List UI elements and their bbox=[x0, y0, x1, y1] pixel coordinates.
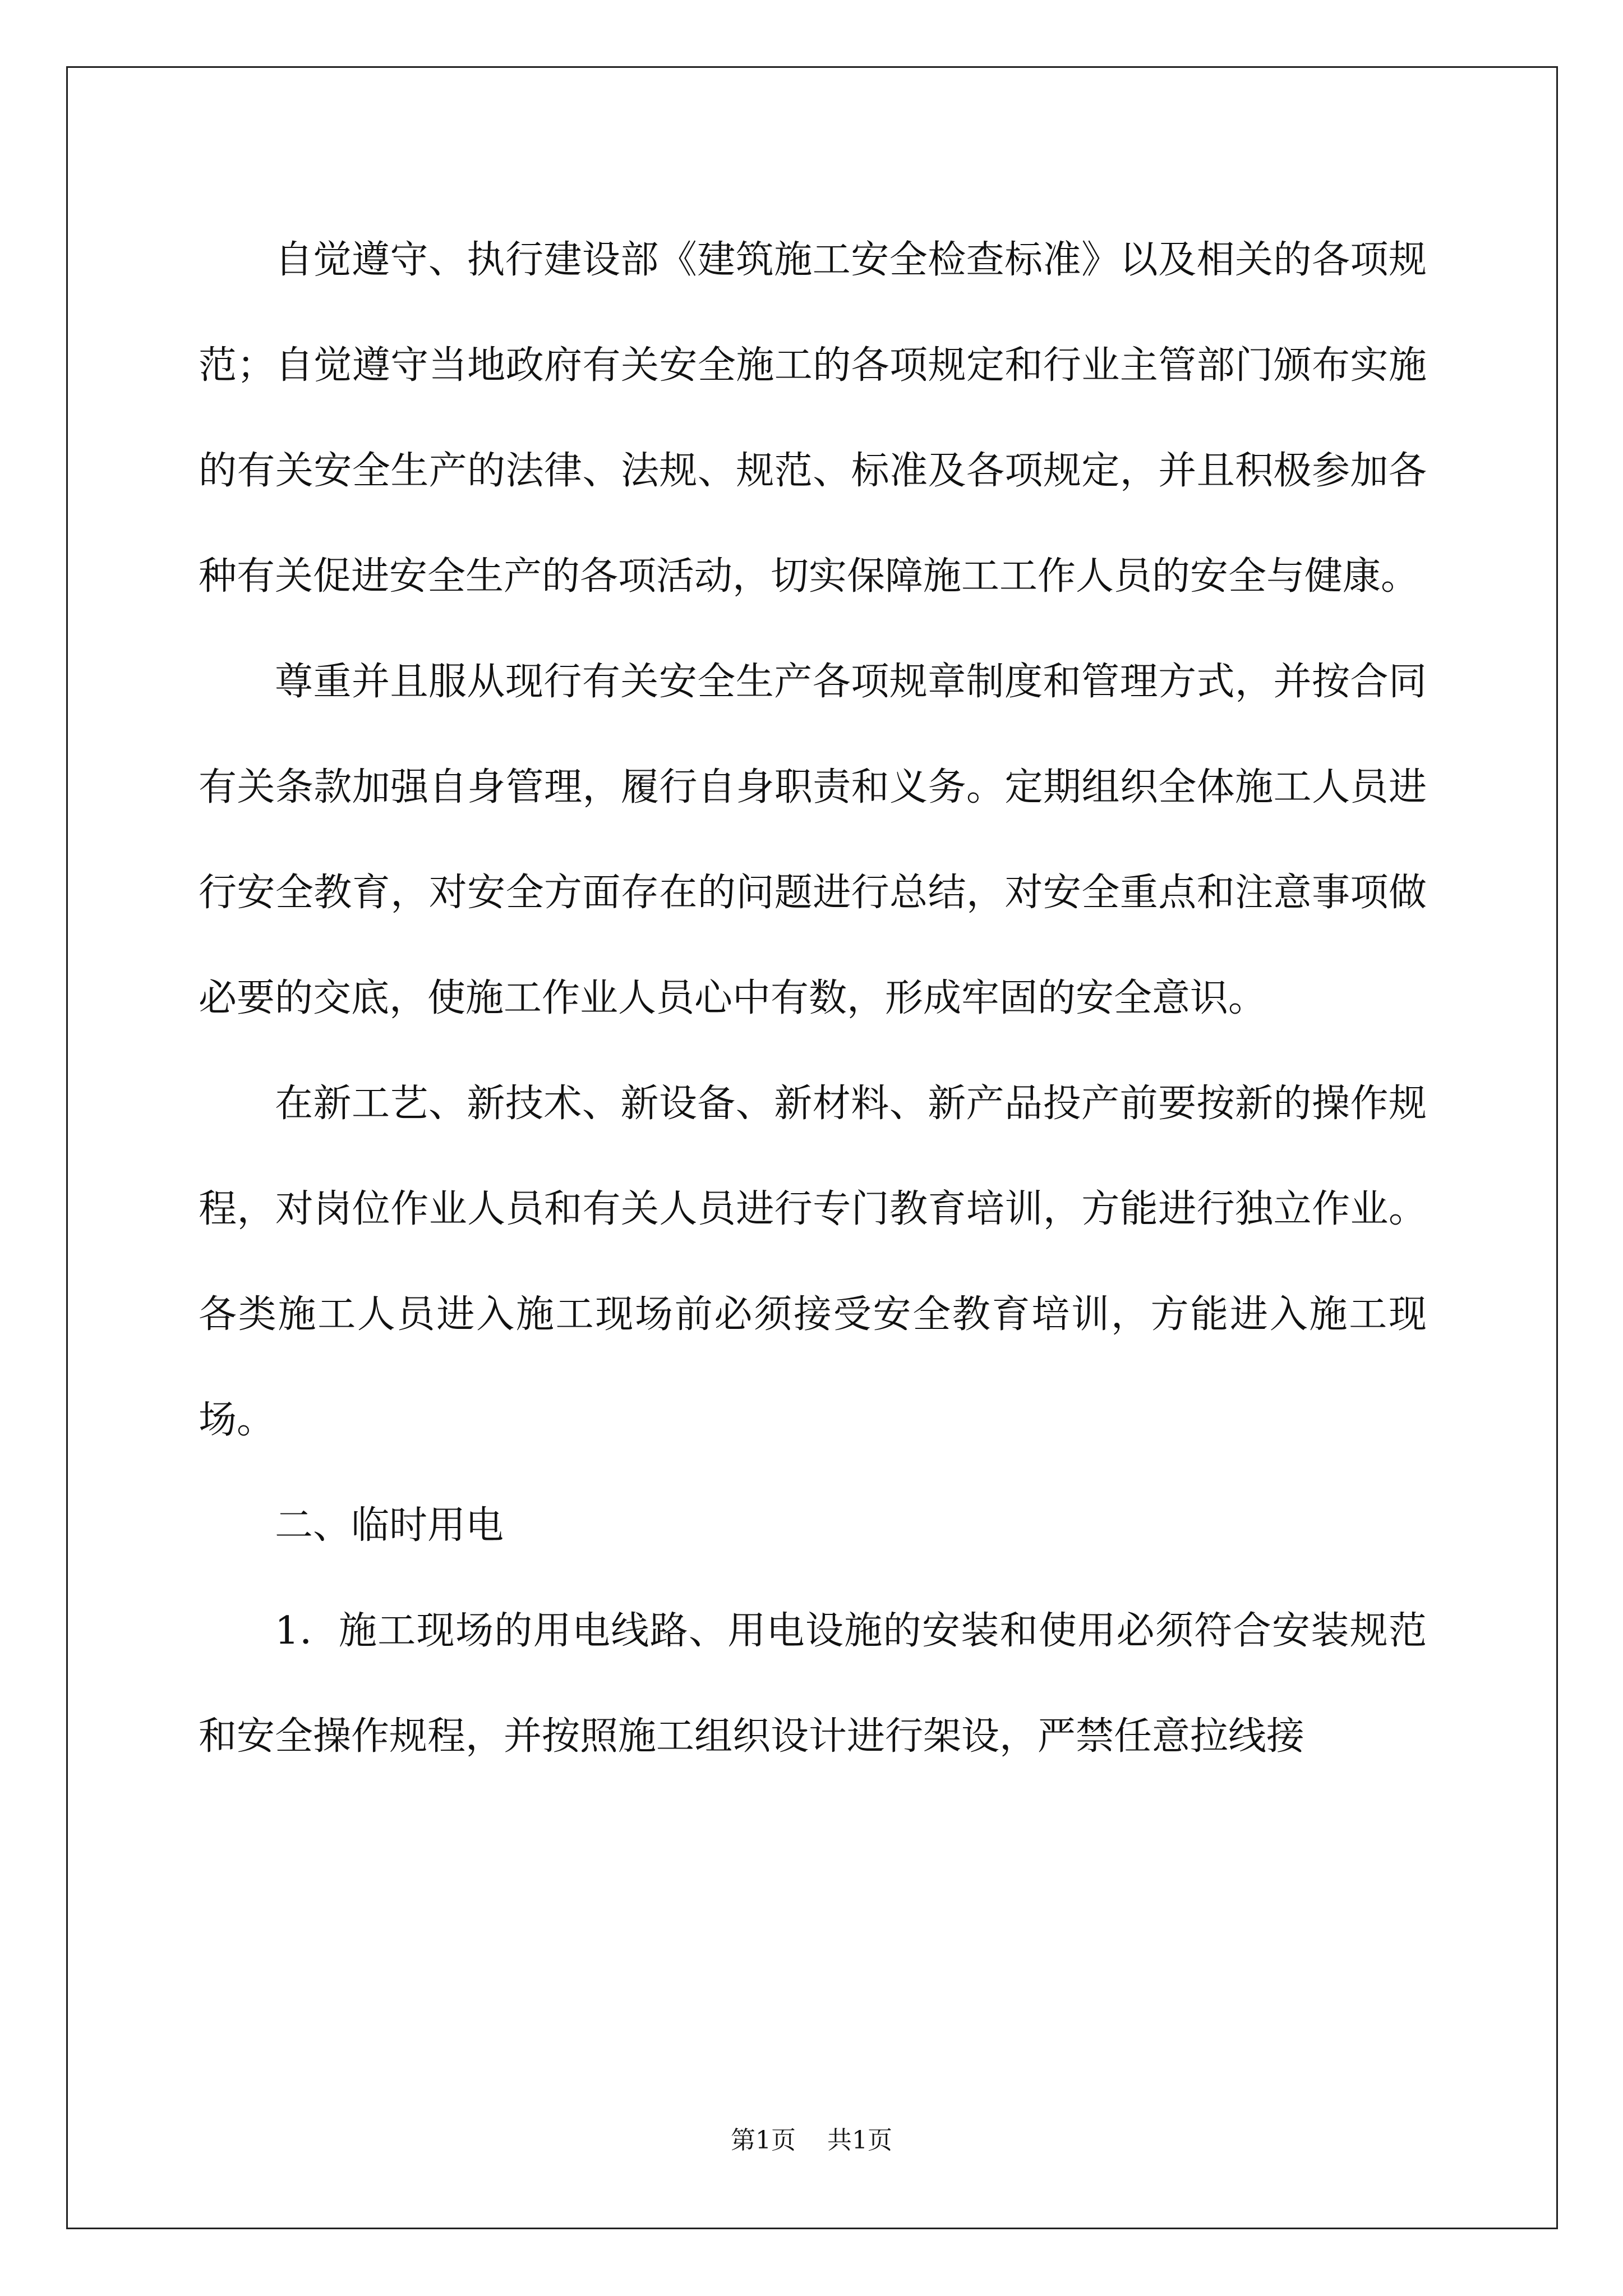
paragraph: 1．施工现场的用电线路、用电设施的安装和使用必须符合安装规范和安全操作规程，并按照施工组织设计进行架设，严禁任意拉线接 bbox=[199, 1609, 1427, 1759]
paragraph: 尊重并且服从现行有关安全生产各项规章制度和管理方式，并按合同有关条款加强自身管理，履行自身职责和义务。定期组织全体施工人员进行安全教育，对安全方面存在的问题进行总结，对安全重点和注意事项做必要的交底，使施工作业人员心中有数，形成牢固的安全意识。 bbox=[199, 660, 1427, 1020]
document-body bbox=[199, 208, 1427, 1789]
paragraph: 自觉遵守、执行建设部《建筑施工安全检查标准》以及相关的各项规范；自觉遵守当地政府有关安全施工的各项规定和行业主管部门颁布实施的有关安全生产的法律、法规、规范、标准及各项规定，并且积极参加各种有关促进安全生产的各项活动，切实保障施工工作人员的安全与健康。 bbox=[199, 238, 1427, 599]
section-heading: 二、临时用电 bbox=[275, 1503, 504, 1548]
paragraph: 在新工艺、新技术、新设备、新材料、新产品投产前要按新的操作规程，对岗位作业人员和有关人员进行专门教育培训，方能进行独立作业。各类施工人员进入施工现场前必须接受安全教育培训，方能进入施工现场。 bbox=[199, 1082, 1427, 1442]
page-number: 第1页 bbox=[731, 2126, 796, 2155]
page-total: 共1页 bbox=[827, 2126, 892, 2155]
page-footer bbox=[0, 2124, 1623, 2157]
